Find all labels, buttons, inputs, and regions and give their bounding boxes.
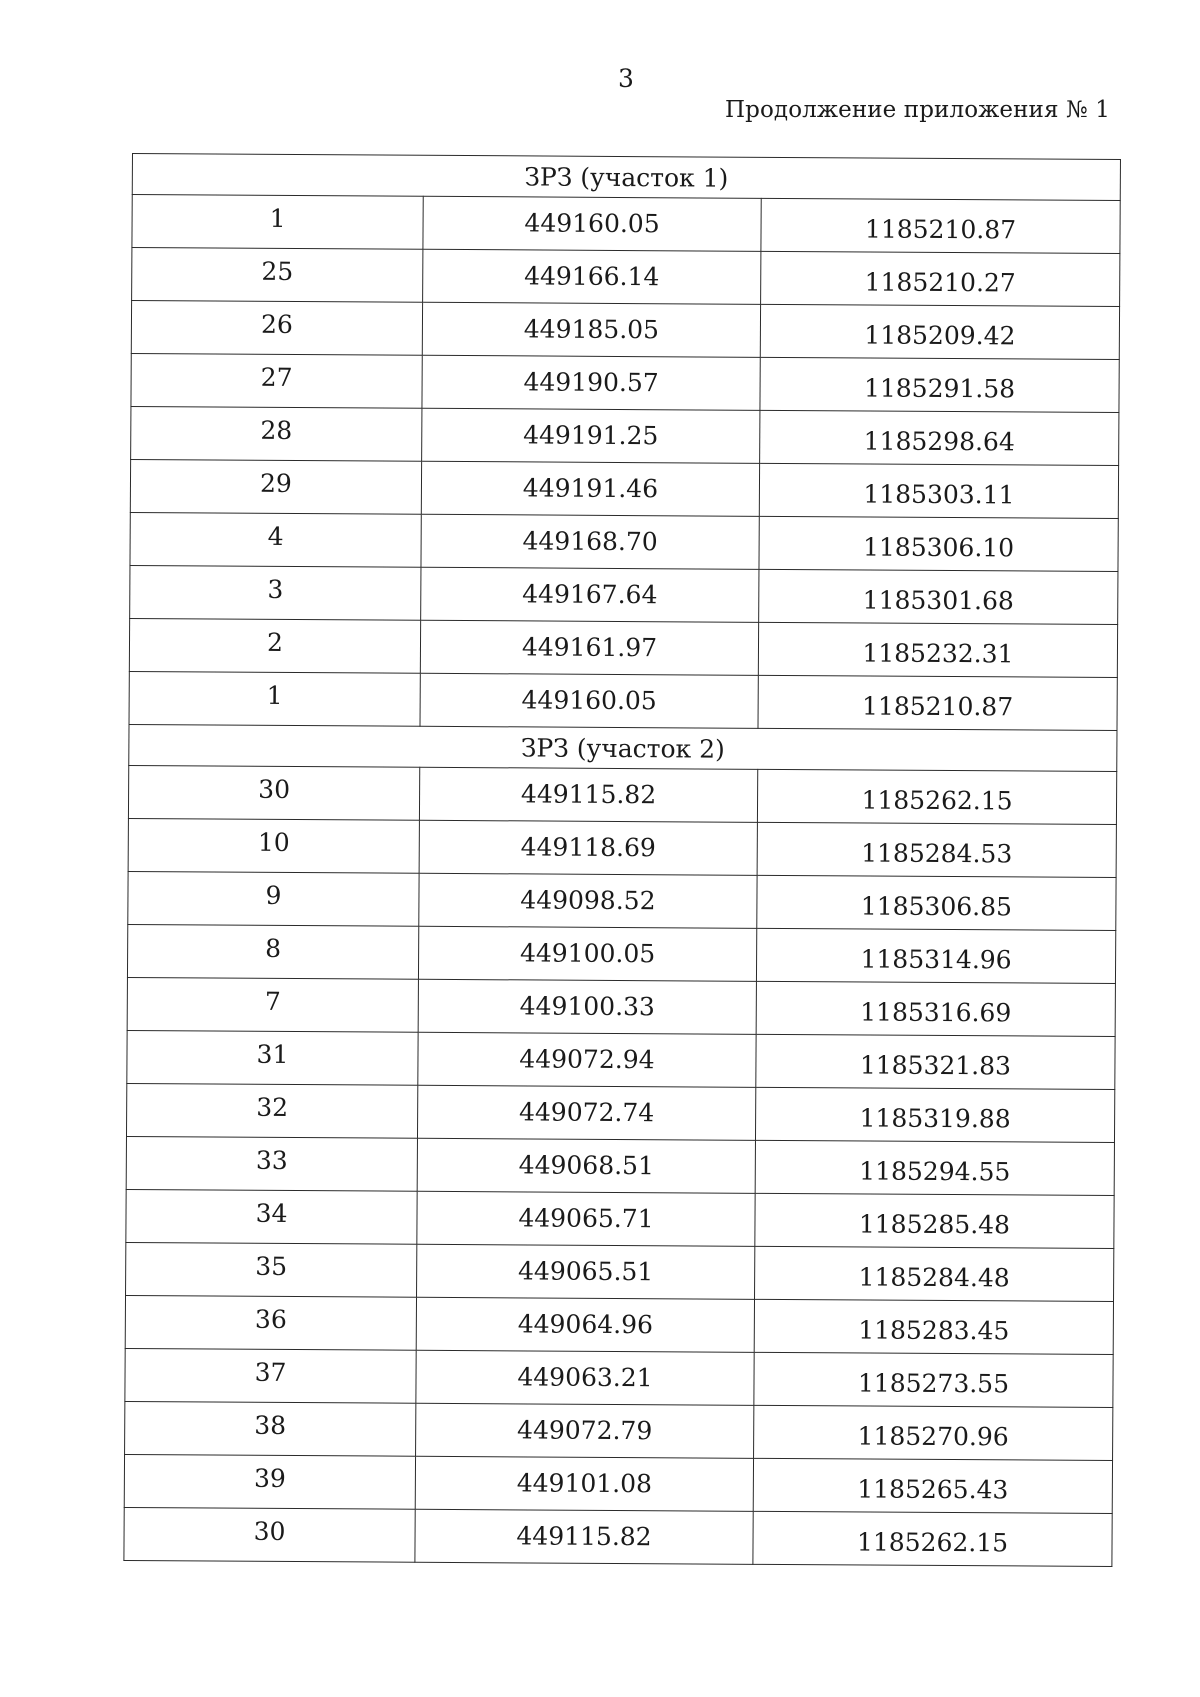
y-coordinate-cell: 1185270.96 — [754, 1405, 1113, 1460]
y-coordinate-cell: 1185294.55 — [755, 1140, 1114, 1195]
y-coordinate-cell: 1185301.68 — [759, 569, 1118, 624]
y-coordinate-cell: 1185321.83 — [756, 1034, 1115, 1089]
point-number-cell: 26 — [131, 301, 422, 356]
x-coordinate-cell: 449191.46 — [421, 461, 759, 516]
table-row — [126, 1136, 1114, 1195]
y-coordinate-cell: 1185283.45 — [754, 1299, 1113, 1354]
y-coordinate-cell: 1185319.88 — [755, 1087, 1114, 1142]
x-coordinate-cell: 449100.33 — [418, 979, 756, 1034]
y-coordinate-cell: 1185285.48 — [755, 1193, 1114, 1248]
section-title: ЗРЗ (участок 1) — [132, 154, 1120, 201]
x-coordinate-cell: 449118.69 — [419, 820, 757, 875]
table-row — [128, 765, 1116, 824]
x-coordinate-cell: 449190.57 — [422, 355, 760, 410]
table-row — [124, 1454, 1112, 1513]
point-number-cell: 27 — [131, 353, 422, 408]
x-coordinate-cell: 449191.25 — [422, 408, 760, 463]
table-row — [126, 1242, 1114, 1301]
y-coordinate-cell: 1185306.10 — [759, 516, 1118, 571]
x-coordinate-cell: 449160.05 — [420, 673, 758, 728]
x-coordinate-cell: 449098.52 — [419, 873, 757, 928]
y-coordinate-cell: 1185262.15 — [757, 769, 1116, 824]
coordinates-table-body — [124, 154, 1121, 1567]
table-row — [131, 406, 1119, 465]
x-coordinate-cell: 449064.96 — [416, 1297, 754, 1352]
table-row — [127, 977, 1115, 1036]
table-row — [124, 1507, 1112, 1566]
y-coordinate-cell: 1185316.69 — [756, 981, 1115, 1036]
point-number-cell: 39 — [124, 1454, 415, 1509]
point-number-cell: 31 — [127, 1030, 418, 1085]
point-number-cell: 1 — [132, 195, 423, 250]
coordinates-table — [123, 153, 1121, 1567]
y-coordinate-cell: 1185314.96 — [756, 928, 1115, 983]
point-number-cell: 36 — [125, 1295, 416, 1350]
point-number-cell: 38 — [125, 1401, 416, 1456]
x-coordinate-cell: 449063.21 — [416, 1350, 754, 1405]
y-coordinate-cell: 1185284.48 — [755, 1246, 1114, 1301]
table-row — [131, 301, 1119, 360]
section-header-row — [129, 724, 1117, 771]
table-row — [127, 924, 1115, 983]
table-row — [130, 565, 1118, 624]
x-coordinate-cell: 449160.05 — [423, 196, 761, 251]
table-row — [126, 1189, 1114, 1248]
point-number-cell: 10 — [128, 818, 419, 873]
y-coordinate-cell: 1185291.58 — [760, 357, 1119, 412]
x-coordinate-cell: 449167.64 — [421, 567, 759, 622]
point-number-cell: 35 — [126, 1242, 417, 1297]
table-row — [127, 1030, 1115, 1089]
x-coordinate-cell: 449065.51 — [417, 1244, 755, 1299]
point-number-cell: 1 — [129, 671, 420, 726]
section-header-row — [132, 154, 1120, 201]
section-title: ЗРЗ (участок 2) — [129, 724, 1117, 771]
x-coordinate-cell: 449168.70 — [421, 514, 759, 569]
y-coordinate-cell: 1185210.87 — [761, 198, 1120, 253]
point-number-cell: 33 — [126, 1136, 417, 1191]
x-coordinate-cell: 449100.05 — [418, 926, 756, 981]
table-row — [125, 1348, 1113, 1407]
point-number-cell: 30 — [124, 1507, 415, 1562]
x-coordinate-cell: 449072.79 — [416, 1403, 754, 1458]
x-coordinate-cell: 449065.71 — [417, 1191, 755, 1246]
point-number-cell: 8 — [127, 924, 418, 979]
appendix-note: Продолжение приложения № 1 — [725, 97, 1110, 123]
table-row — [131, 353, 1119, 412]
y-coordinate-cell: 1185306.85 — [757, 875, 1116, 930]
x-coordinate-cell: 449185.05 — [422, 302, 760, 357]
point-number-cell: 32 — [126, 1083, 417, 1138]
point-number-cell: 3 — [130, 565, 421, 620]
x-coordinate-cell: 449072.74 — [417, 1085, 755, 1140]
y-coordinate-cell: 1185298.64 — [760, 410, 1119, 465]
table-row — [129, 618, 1117, 677]
y-coordinate-cell: 1185284.53 — [757, 822, 1116, 877]
x-coordinate-cell: 449068.51 — [417, 1138, 755, 1193]
point-number-cell: 37 — [125, 1348, 416, 1403]
point-number-cell: 7 — [127, 977, 418, 1032]
table-row — [130, 512, 1118, 571]
x-coordinate-cell: 449115.82 — [415, 1509, 753, 1564]
table-row — [130, 459, 1118, 518]
point-number-cell: 4 — [130, 512, 421, 567]
point-number-cell: 30 — [128, 765, 419, 820]
point-number-cell: 25 — [132, 248, 423, 303]
table-row — [125, 1295, 1113, 1354]
x-coordinate-cell: 449072.94 — [418, 1032, 756, 1087]
y-coordinate-cell: 1185210.27 — [761, 251, 1120, 306]
table-row — [125, 1401, 1113, 1460]
point-number-cell: 9 — [128, 871, 419, 926]
y-coordinate-cell: 1185265.43 — [753, 1458, 1112, 1513]
x-coordinate-cell: 449161.97 — [420, 620, 758, 675]
y-coordinate-cell: 1185273.55 — [754, 1352, 1113, 1407]
page-number: 3 — [618, 64, 634, 93]
x-coordinate-cell: 449101.08 — [415, 1456, 753, 1511]
point-number-cell: 2 — [129, 618, 420, 673]
table-row — [128, 818, 1116, 877]
y-coordinate-cell: 1185303.11 — [759, 463, 1118, 518]
table-row — [126, 1083, 1114, 1142]
point-number-cell: 28 — [131, 406, 422, 461]
table-row — [132, 195, 1120, 254]
point-number-cell: 29 — [130, 459, 421, 514]
point-number-cell: 34 — [126, 1189, 417, 1244]
table-row — [128, 871, 1116, 930]
y-coordinate-cell: 1185262.15 — [753, 1511, 1112, 1566]
y-coordinate-cell: 1185232.31 — [758, 622, 1117, 677]
table-row — [132, 248, 1120, 307]
x-coordinate-cell: 449115.82 — [419, 767, 757, 822]
x-coordinate-cell: 449166.14 — [423, 249, 761, 304]
y-coordinate-cell: 1185210.87 — [758, 675, 1117, 730]
table-row — [129, 671, 1117, 730]
y-coordinate-cell: 1185209.42 — [760, 304, 1119, 359]
